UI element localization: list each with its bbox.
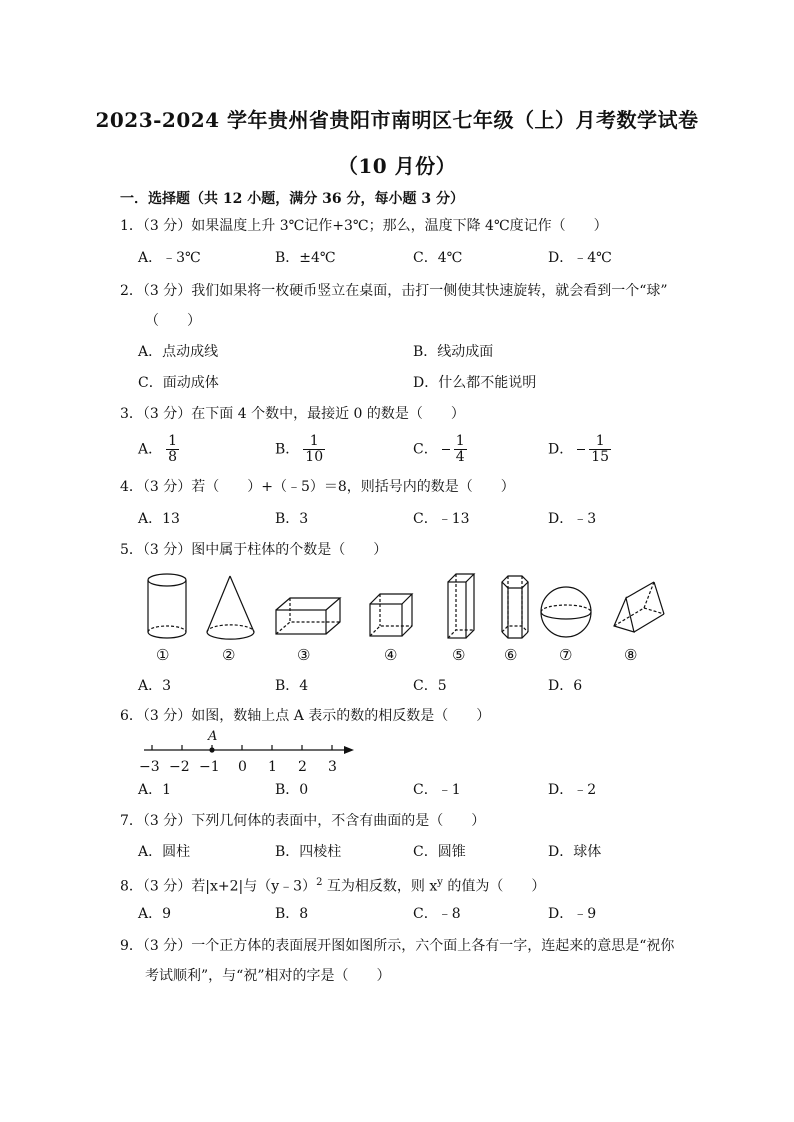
q7-option-b: B．四棱柱: [275, 844, 342, 860]
cube-figure: [370, 594, 412, 636]
q3-option-d: [548, 434, 611, 465]
q3-option-c-letter: C．: [413, 441, 438, 458]
q6-option-b: B．0: [275, 782, 309, 798]
q7-option-c: C．圆锥: [413, 844, 466, 860]
cylinder-figure: [148, 574, 186, 638]
q8-option-d: D．﹣9: [548, 906, 597, 922]
axis-tick-neg2: −2: [169, 759, 190, 775]
axis-tick-neg1: −1: [199, 759, 220, 775]
axis-tick-0: 0: [238, 759, 247, 775]
q8-exponent-y: y: [437, 877, 443, 888]
fraction-neg-1-4: [454, 434, 467, 465]
fraction-denominator: 8: [168, 449, 178, 465]
q2-option-a: A．点动成线: [138, 344, 219, 360]
question-2-stem-cont: （ ）: [145, 313, 201, 329]
q5-option-b: B．4: [275, 678, 309, 694]
exam-subtitle: （10 月份）: [337, 154, 457, 178]
q8-stem-part-b: 互为相反数，则 x: [322, 878, 438, 895]
q1-option-c: C．4℃: [413, 250, 463, 266]
figure-label-5: ⑤: [452, 646, 466, 664]
triangular-prism-figure: [614, 582, 664, 632]
axis-tick-3: 3: [328, 759, 337, 775]
question-6-stem: 6．（3 分）如图，数轴上点 A 表示的数的相反数是（ ）: [120, 708, 491, 724]
fraction-numerator: 1: [589, 434, 611, 450]
question-4-stem: 4．（3 分）若（ ）+（﹣5）＝8，则括号内的数是（ ）: [120, 479, 515, 495]
number-line: [140, 740, 360, 760]
axis-tick-1: 1: [268, 759, 277, 775]
fraction-numerator: 1: [455, 433, 465, 449]
q3-option-c: [413, 434, 467, 465]
q4-option-a: A．13: [138, 511, 180, 527]
figure-label-3: ③: [297, 646, 311, 664]
q6-option-a: A．1: [138, 782, 172, 798]
question-2-stem: 2．（3 分）我们如果将一枚硬币竖立在桌面，击打一侧使其快速旋转，就会看到一个“球”: [120, 283, 668, 299]
cone-figure: [207, 576, 254, 639]
fraction-denominator: 10: [305, 449, 324, 465]
cuboid-figure: [276, 598, 340, 634]
fraction-denominator: 4: [455, 449, 465, 465]
q8-exponent-2: 2: [316, 877, 323, 888]
axis-tick-2: 2: [298, 759, 307, 775]
q8-stem-part-c: 的值为（ ）: [442, 878, 546, 895]
q1-option-d: D．﹣4℃: [548, 250, 612, 266]
q2-option-d: D．什么都不能说明: [413, 375, 537, 391]
q6-option-c: C．﹣1: [413, 782, 461, 798]
fraction-numerator: 1: [303, 434, 325, 450]
q3-option-a: [138, 434, 179, 465]
question-7-stem: 7．（3 分）下列几何体的表面中，不含有曲面的是（ ）: [120, 813, 486, 829]
q8-option-b: B．8: [275, 906, 309, 922]
fraction-1-8: [166, 434, 179, 465]
hexagonal-prism-figure: [502, 576, 528, 638]
q4-option-c: C．﹣13: [413, 511, 470, 527]
q5-option-a: A．3: [138, 678, 172, 694]
q5-option-c: C．5: [413, 678, 447, 694]
q4-option-d: D．﹣3: [548, 511, 597, 527]
q3-option-d-letter: D．: [548, 441, 574, 458]
q3-option-b: [275, 434, 325, 465]
q5-option-d: D．6: [548, 678, 583, 694]
point-a-label: A: [208, 729, 218, 744]
fraction-1-10: [303, 434, 325, 465]
axis-tick-neg3: −3: [139, 759, 160, 775]
point-a-marker: [209, 747, 214, 752]
figure-label-2: ②: [222, 646, 236, 664]
question-9-stem: 9．（3 分）一个正方体的表面展开图如图所示，六个面上各有一字，连起来的意思是“祝你: [120, 938, 675, 954]
fraction-neg-1-15: [589, 434, 611, 465]
figure-label-7: ⑦: [559, 646, 573, 664]
q1-option-b: B．±4℃: [275, 250, 336, 266]
figure-label-8: ⑧: [624, 646, 638, 664]
q8-option-c: C．﹣8: [413, 906, 461, 922]
tall-prism-figure: [448, 574, 474, 638]
q1-option-a: A．﹣3℃: [138, 250, 201, 266]
q6-option-d: D．﹣2: [548, 782, 597, 798]
q8-stem-part-a: 8．（3 分）若|x+2|与（y﹣3）: [120, 878, 317, 895]
question-5-stem: 5．（3 分）图中属于柱体的个数是（ ）: [120, 542, 388, 558]
question-8-stem: [120, 874, 545, 896]
figure-label-6: ⑥: [504, 646, 518, 664]
q2-option-b: B．线动成面: [413, 344, 494, 360]
sphere-figure: [541, 587, 591, 637]
q7-option-a: A．圆柱: [138, 844, 191, 860]
q3-option-a-letter: A．: [138, 441, 163, 458]
figure-label-1: ①: [156, 646, 170, 664]
section-heading: 一．选择题（共 12 小题，满分 36 分，每小题 3 分）: [120, 191, 464, 207]
q3-option-b-letter: B．: [275, 441, 300, 458]
q4-option-b: B．3: [275, 511, 309, 527]
minus-sign: [577, 449, 585, 450]
question-9-stem-cont: 考试顺利”，与“祝”相对的字是（ ）: [145, 968, 391, 984]
solid-figures: [130, 568, 670, 668]
q2-option-c: C．面动成体: [138, 375, 219, 391]
figure-label-4: ④: [384, 646, 398, 664]
exam-title: 2023-2024 学年贵州省贵阳市南明区七年级（上）月考数学试卷: [95, 108, 699, 132]
question-1-stem: 1．（3 分）如果温度上升 3℃记作+3℃；那么，温度下降 4℃度记作（ ）: [120, 218, 608, 234]
minus-sign: [442, 449, 450, 450]
question-3-stem: 3．（3 分）在下面 4 个数中，最接近 0 的数是（ ）: [120, 406, 465, 422]
q8-option-a: A．9: [138, 906, 172, 922]
fraction-numerator: 1: [168, 433, 178, 449]
q7-option-d: D．球体: [548, 844, 602, 860]
fraction-denominator: 15: [591, 449, 610, 465]
